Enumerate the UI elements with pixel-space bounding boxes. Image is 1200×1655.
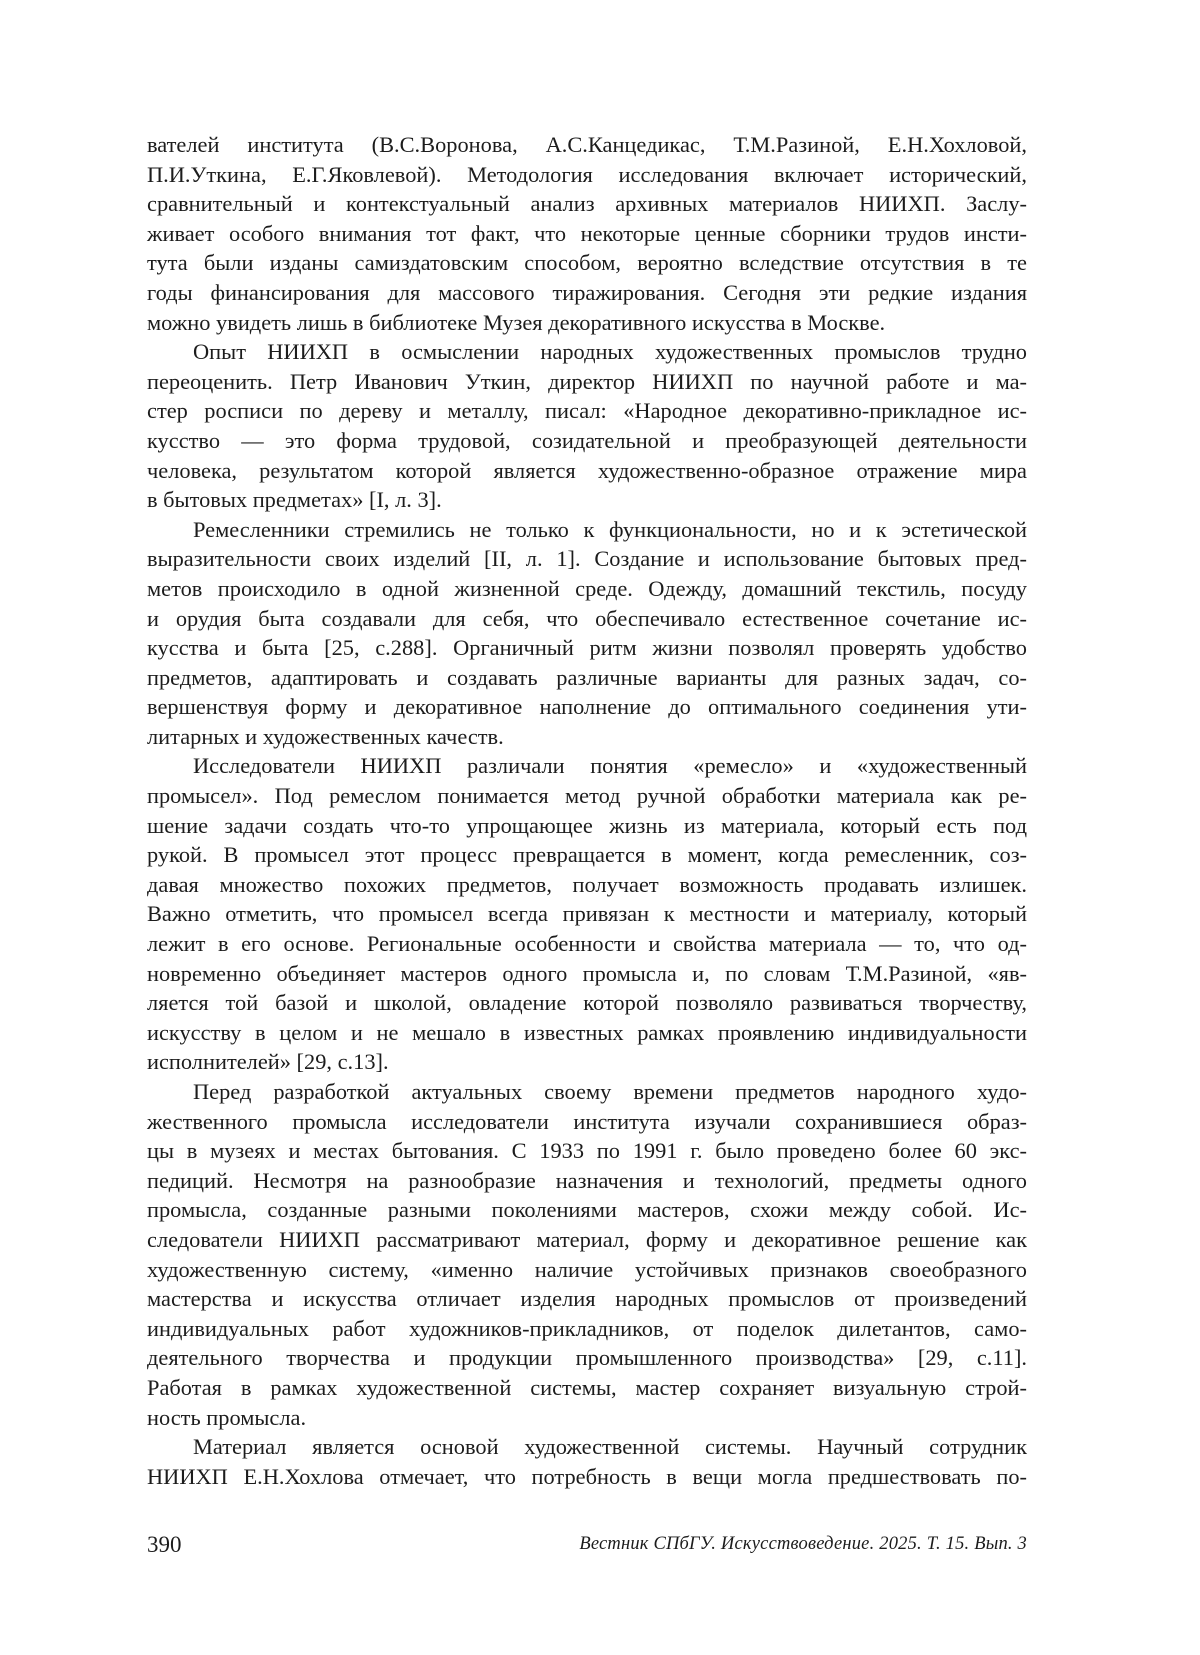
text-line: переоценить. Петр Иванович Уткин, директор НИИХП по научной работе и ма- <box>147 368 1027 394</box>
text-line: сравнительный и контекстуальный анализ архивных материалов НИИХП. Заслу- <box>147 191 1027 217</box>
text-line: кусство — это форма трудовой, созидательной и преобразующей деятельности <box>147 427 1027 453</box>
text-line: НИИХП Е.Н.Хохлова отмечает, что потребность в вещи могла предшествовать по- <box>147 1463 1027 1489</box>
paragraph <box>147 1432 1027 1491</box>
text-line: Материал является основой художественной системы. Научный сотрудник <box>193 1434 1027 1460</box>
text-line: тута были изданы самиздатовским способом, вероятно вследствие отсутствия в те <box>147 250 1027 276</box>
journal-reference: Вестник СПбГУ. Искусствоведение. 2025. Т. 15. Вып. 3 <box>579 1534 1027 1554</box>
text-line: Перед разработкой актуальных своему времени предметов народного худо- <box>193 1079 1027 1104</box>
text-line: и орудия быта создавали для себя, что обеспечивало естественное сочетание ис- <box>147 605 1027 631</box>
text-line: Ремесленники стремились не только к функциональности, но и к эстетической <box>193 516 1027 542</box>
text-line: исполнителей» [29, с.13]. <box>147 1049 389 1075</box>
page-number: 390 <box>147 1532 182 1557</box>
text-line: выразительности своих изделий [II, л. 1]. Создание и использование бытовых пред- <box>147 546 1027 572</box>
paragraph <box>147 1077 1027 1432</box>
paragraph <box>147 515 1027 752</box>
paragraph <box>147 130 1027 337</box>
text-line: кусства и быта [25, с.288]. Органичный ритм жизни позволял проверять удобство <box>147 635 1027 661</box>
text-line: деятельного творчества и продукции промышленного производства» [29, с.11]. <box>147 1345 1027 1371</box>
article-body <box>147 130 1027 1491</box>
text-line: живает особого внимания тот факт, что некоторые ценные сборники трудов инсти- <box>147 220 1027 246</box>
text-line: предметов, адаптировать и создавать различные варианты для разных задач, со- <box>147 664 1027 690</box>
text-line: шение задачи создать что-то упрощающее жизнь из материала, который есть под <box>147 812 1027 838</box>
text-line: литарных и художественных качеств. <box>147 723 504 749</box>
text-line: педиций. Несмотря на разнообразие назначения и технологий, предметы одного <box>147 1167 1027 1193</box>
text-line: художественную систему, «именно наличие устойчивых признаков своеобразного <box>147 1256 1027 1282</box>
text-line: вателей института (В.С.Воронова, А.С.Канцедикас, Т.М.Разиной, Е.Н.Хохловой, <box>147 132 1027 157</box>
paragraph <box>147 337 1027 515</box>
text-line: П.И.Уткина, Е.Г.Яковлевой). Методология исследования включает исторический, <box>147 161 1027 187</box>
text-line: ляется той базой и школой, овладение которой позволяло развиваться творчеству, <box>147 990 1027 1016</box>
text-line: лежит в его основе. Региональные особенности и свойства материала — то, что од- <box>147 931 1027 957</box>
text-line: индивидуальных работ художников-прикладников, от поделок дилетантов, само- <box>147 1315 1027 1341</box>
text-line: промысел». Под ремеслом понимается метод ручной обработки материала как ре- <box>147 783 1027 809</box>
text-line: Работая в рамках художественной системы, мастер сохраняет визуальную строй- <box>147 1374 1027 1400</box>
text-line: Опыт НИИХП в осмыслении народных художественных промыслов трудно <box>193 339 1027 365</box>
text-line: рукой. В промысел этот процесс превращается в момент, когда ремесленник, соз- <box>147 842 1027 868</box>
text-line: стер росписи по дереву и металлу, писал: «Народное декоративно-прикладное ис- <box>147 398 1027 424</box>
text-line: искусству в целом и не мешало в известных рамках проявлению индивидуальности <box>147 1019 1027 1045</box>
text-line: в бытовых предметах» [I, л. 3]. <box>147 487 442 513</box>
text-line: промысла, созданные разными поколениями мастеров, схожи между собой. Ис- <box>147 1197 1027 1223</box>
text-line: Важно отметить, что промысел всегда привязан к местности и материалу, который <box>147 901 1027 927</box>
text-line: человека, результатом которой является художественно-образное отражение мира <box>147 457 1027 483</box>
text-line: цы в музеях и местах бытования. С 1933 по 1991 г. было проведено более 60 экс- <box>147 1138 1027 1164</box>
text-line: метов происходило в одной жизненной среде. Одежду, домашний текстиль, посуду <box>147 575 1027 601</box>
text-line: давая множество похожих предметов, получает возможность продавать излишек. <box>147 871 1027 897</box>
text-line: вершенствуя форму и декоративное наполнение до оптимального соединения ути- <box>147 694 1027 720</box>
paragraph <box>147 751 1027 1077</box>
text-line: жественного промысла исследователи института изучали сохранившиеся образ- <box>147 1108 1027 1134</box>
text-line: можно увидеть лишь в библиотеке Музея декоративного искусства в Москве. <box>147 309 886 335</box>
text-line: следователи НИИХП рассматривают материал, форму и декоративное решение как <box>147 1226 1027 1252</box>
page-footer <box>147 1532 1027 1562</box>
text-line: Исследователи НИИХП различали понятия «ремесло» и «художественный <box>193 753 1027 779</box>
text-line: ность промысла. <box>147 1404 307 1430</box>
text-line: мастерства и искусства отличает изделия народных промыслов от произведений <box>147 1286 1027 1312</box>
text-line: новременно объединяет мастеров одного промысла и, по словам Т.М.Разиной, «яв- <box>147 960 1027 986</box>
text-line: годы финансирования для массового тиражирования. Сегодня эти редкие издания <box>147 279 1027 305</box>
